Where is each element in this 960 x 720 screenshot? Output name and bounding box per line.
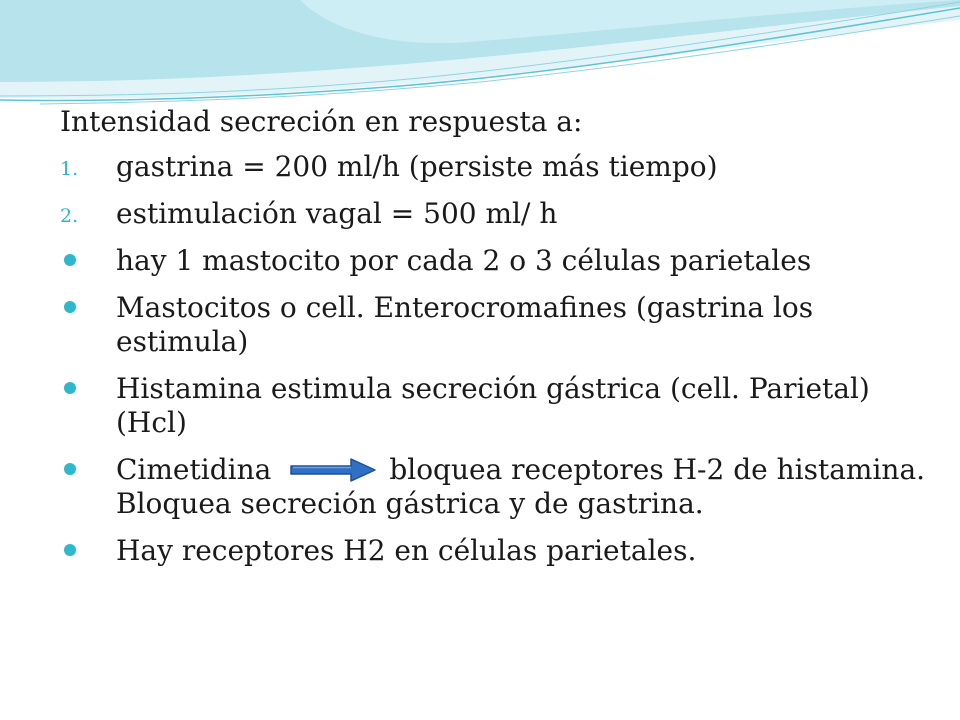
item-text: Hay receptores H2 en células parietales. (116, 534, 697, 567)
item-number: 2. (60, 205, 79, 227)
item-text: gastrina = 200 ml/h (persiste más tiempo) (116, 150, 718, 183)
header-wave-decoration (0, 0, 960, 120)
slide-content (60, 104, 940, 581)
bullet-item-3 (60, 372, 940, 440)
bullet-item-2 (60, 291, 940, 359)
slide-heading: Intensidad secreción en respuesta a: (60, 105, 583, 138)
bullet-dot-icon (64, 301, 76, 313)
bullet-item-1 (60, 244, 940, 278)
bullet-dot-icon (64, 254, 76, 266)
item-text-before: Cimetidina (116, 453, 272, 486)
right-arrow-icon (289, 457, 377, 483)
bullet-item-4 (60, 453, 940, 521)
numbered-item-2 (60, 197, 940, 231)
item-number: 1. (60, 158, 79, 180)
item-text: hay 1 mastocito por cada 2 o 3 células parietales (116, 244, 812, 277)
item-text: estimulación vagal = 500 ml/ h (116, 197, 558, 230)
item-text: Mastocitos o cell. Enterocromafines (gastrina los estimula) (116, 291, 814, 358)
item-text-after: bloquea receptores H-2 de histamina. Bloquea secreción gástrica y de gastrina. (116, 453, 926, 520)
numbered-item-1 (60, 150, 940, 184)
bullet-dot-icon (64, 544, 76, 556)
bullet-dot-icon (64, 463, 76, 475)
item-text: Histamina estimula secreción gástrica (cell. Parietal) (Hcl) (116, 372, 870, 439)
bullet-dot-icon (64, 382, 76, 394)
bullet-item-5 (60, 534, 940, 568)
